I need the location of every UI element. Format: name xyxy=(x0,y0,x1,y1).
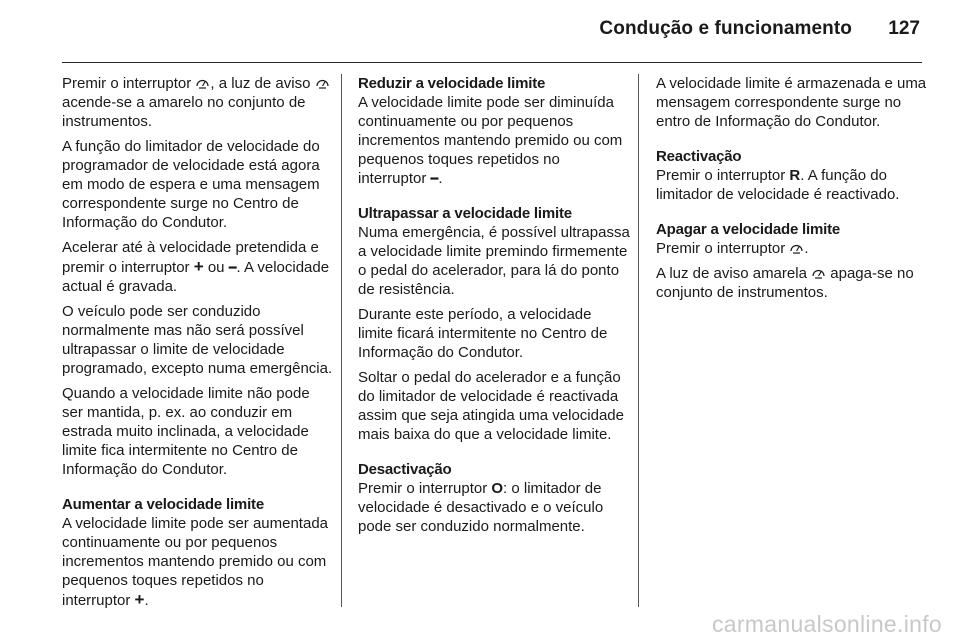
paragraph: Numa emergência, é possível ultrapassa a velocidade limite premindo firmemente o pedal do acelerador, para lá do ponto de resistência. xyxy=(358,224,630,298)
column-divider-2 xyxy=(638,74,639,607)
paragraph: A luz de aviso amarela apaga-se no conjunto de instrumentos. xyxy=(656,265,914,301)
column-divider-1 xyxy=(341,74,342,607)
speed-limiter-icon xyxy=(811,266,826,279)
column-3 xyxy=(656,74,928,308)
paragraph: Quando a velocidade limite não pode ser mantida, p. ex. ao conduzir em estrada muito inclinada, a velocidade limite fica intermitente no Centro de Informação do Condutor. xyxy=(62,385,310,478)
speed-limiter-icon xyxy=(195,76,210,89)
column-1 xyxy=(62,74,334,616)
minus-icon xyxy=(229,258,237,277)
zero-icon xyxy=(491,479,503,498)
section-heading: Ultrapassar a velocidade limite xyxy=(358,205,572,222)
paragraph: Durante este período, a velocidade limite ficará intermitente no Centro de Informação do Condutor. xyxy=(358,306,608,361)
speed-limiter-icon xyxy=(315,76,330,89)
section-heading: Desactivação xyxy=(358,461,452,478)
page-number: 127 xyxy=(888,18,920,39)
watermark: carmanualsonline.info xyxy=(711,611,942,637)
plus-icon xyxy=(194,257,204,277)
paragraph: Acelerar até à velocidade pretendida e premir o interruptor + ou ━. A velocidade actual é gravada. xyxy=(62,238,334,296)
section-heading: Reactivação xyxy=(656,148,742,165)
paragraph: A função do limitador de velocidade do programador de velocidade está agora em modo de espera e uma mensagem correspondente surge no Centro de Informação do Condutor. xyxy=(62,138,320,231)
paragraph: Premir o interruptor . xyxy=(656,240,809,257)
column-2 xyxy=(358,74,630,542)
paragraph: Premir o interruptor R. A função do limitador de velocidade é reactivado. xyxy=(656,166,928,204)
speed-limiter-icon xyxy=(789,241,804,254)
section-heading: Apagar a velocidade limite xyxy=(656,221,841,238)
paragraph: Soltar o pedal do acelerador e a função do limitador de velocidade é reactivada assim que seja atingida uma velocidade mais baixa do que a velocidade limite. xyxy=(358,369,624,443)
paragraph: A velocidade limite pode ser diminuída continuamente ou por pequenos incrementos mantendo premido ou com pequenos toques repetidos no interruptor ━. xyxy=(358,93,630,188)
resume-icon xyxy=(789,166,800,185)
paragraph: Premir o interruptor O: o limitador de velocidade é desactivado e o veículo pode ser conduzido normalmente. xyxy=(358,479,630,536)
page-title: Condução e funcionamento xyxy=(599,18,852,39)
section-heading: Aumentar a velocidade limite xyxy=(62,496,264,513)
paragraph: A velocidade limite pode ser aumentada continuamente ou por pequenos incrementos mantendo premido ou com pequenos toques repetidos no interruptor +. xyxy=(62,514,334,610)
paragraph: Premir o interruptor , a luz de aviso acende-se a amarelo no conjunto de instrumentos. xyxy=(62,74,334,131)
section-heading: Reduzir a velocidade limite xyxy=(358,75,546,92)
page-header xyxy=(0,0,960,60)
plus-icon xyxy=(135,590,145,610)
paragraph: O veículo pode ser conduzido normalmente mas não será possível ultrapassar o limite de velocidade programado, excepto numa emergência. xyxy=(62,303,333,377)
header-divider xyxy=(62,62,922,63)
paragraph: A velocidade limite é armazenada e uma mensagem correspondente surge no entro de Informação do Condutor. xyxy=(656,75,927,130)
